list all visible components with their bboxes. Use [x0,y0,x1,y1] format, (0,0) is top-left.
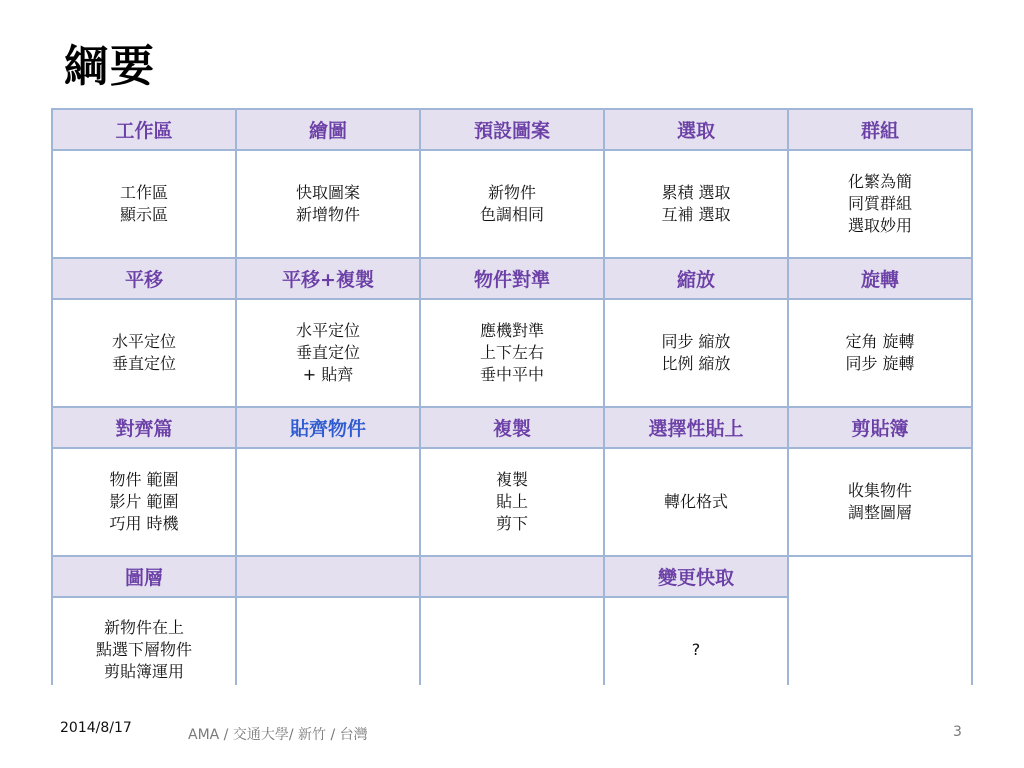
cell-line: 點選下層物件 [95,639,192,659]
table-body-cell [53,598,235,701]
table-header-cell: 平移 [53,259,235,298]
cell-line: 收集物件 [847,481,912,500]
table-body-cell [605,300,787,406]
cell-line: 工作區 [119,183,168,202]
table-body-cell-empty [237,449,419,555]
cell-line: 新物件在上 [103,617,184,637]
cell-line: 垂直定位 [295,343,360,362]
cell-line: 剪下 [495,514,528,533]
table-body-cell [789,151,971,257]
cell-line: 垂中平中 [479,365,544,384]
table-header-cell-empty [421,557,603,596]
cell-line: 影片 範圍 [109,492,179,511]
table-header-cell: 複製 [421,408,603,447]
cell-line: 新物件 [487,183,536,202]
cell-line: 巧用 時機 [109,514,179,533]
table-body-cell [421,449,603,555]
table-header-cell: 群組 [789,110,971,149]
cell-line: 色調相同 [479,205,544,224]
table-body-cell [237,151,419,257]
table-header-cell: 物件對準 [421,259,603,298]
table-body-cell [53,151,235,257]
cell-line: + 貼齊 [302,365,354,384]
table-header-cell: 繪圖 [237,110,419,149]
table-blank-cell [789,557,971,701]
slide-title: 綱要 [64,41,156,92]
table-header-cell: 選擇性貼上 [605,408,787,447]
table-header-cell: 對齊篇 [53,408,235,447]
table-body-cell-empty [237,598,419,701]
cell-line: 累積 選取 [661,183,731,202]
cell-line: 應機對準 [479,321,544,340]
footer-date: 2014/8/17 [60,720,132,736]
table-body-cell [605,598,787,701]
table-header-cell: 縮放 [605,259,787,298]
table-header-cell: 剪貼簿 [789,408,971,447]
cell-line: ? [691,639,701,659]
table-header-cell-empty [237,557,419,596]
cell-line: 顯示區 [119,205,168,224]
cell-line: 上下左右 [479,343,544,362]
table-body-cell [53,300,235,406]
table-header-cell: 變更快取 [605,557,787,596]
table-body-cell [237,300,419,406]
outline-table [51,108,973,685]
cell-line: 同步 旋轉 [845,354,915,373]
cell-line: 化繁為簡 [847,172,912,191]
table-header-cell: 選取 [605,110,787,149]
cell-line: 互補 選取 [661,205,731,224]
table-header-cell: 平移+複製 [237,259,419,298]
table-body-cell [789,449,971,555]
page-number: 3 [953,724,962,740]
cell-line: 定角 旋轉 [845,332,915,351]
table-body-cell [421,300,603,406]
cell-line: 快取圖案 [295,183,360,202]
table-body-cell-empty [421,598,603,701]
footer-center-text: AMA / 交通大學/ 新竹 / 台灣 [188,727,368,743]
cell-line: 複製 [495,470,528,489]
cell-line: 水平定位 [295,321,360,340]
table-header-cell: 預設圖案 [421,110,603,149]
cell-line: 轉化格式 [663,492,728,511]
table-header-cell-link[interactable]: 貼齊物件 [237,408,419,447]
table-body-cell [421,151,603,257]
table-body-cell [53,449,235,555]
table-header-cell: 工作區 [53,110,235,149]
cell-line: 比例 縮放 [661,354,731,373]
cell-line: 剪貼簿運用 [103,661,184,681]
cell-line: 同步 縮放 [661,332,731,351]
table-body-cell [789,300,971,406]
cell-line: 同質群組 [847,194,912,213]
cell-line: 選取妙用 [847,216,912,235]
cell-line: 物件 範圍 [109,470,179,489]
cell-line: 垂直定位 [111,354,176,373]
cell-line: 新增物件 [295,205,360,224]
cell-line: 調整圖層 [847,503,912,522]
cell-line: 水平定位 [111,332,176,351]
table-header-cell: 旋轉 [789,259,971,298]
table-body-cell [605,151,787,257]
cell-line: 貼上 [495,492,528,511]
table-body-cell [605,449,787,555]
table-header-cell: 圖層 [53,557,235,596]
